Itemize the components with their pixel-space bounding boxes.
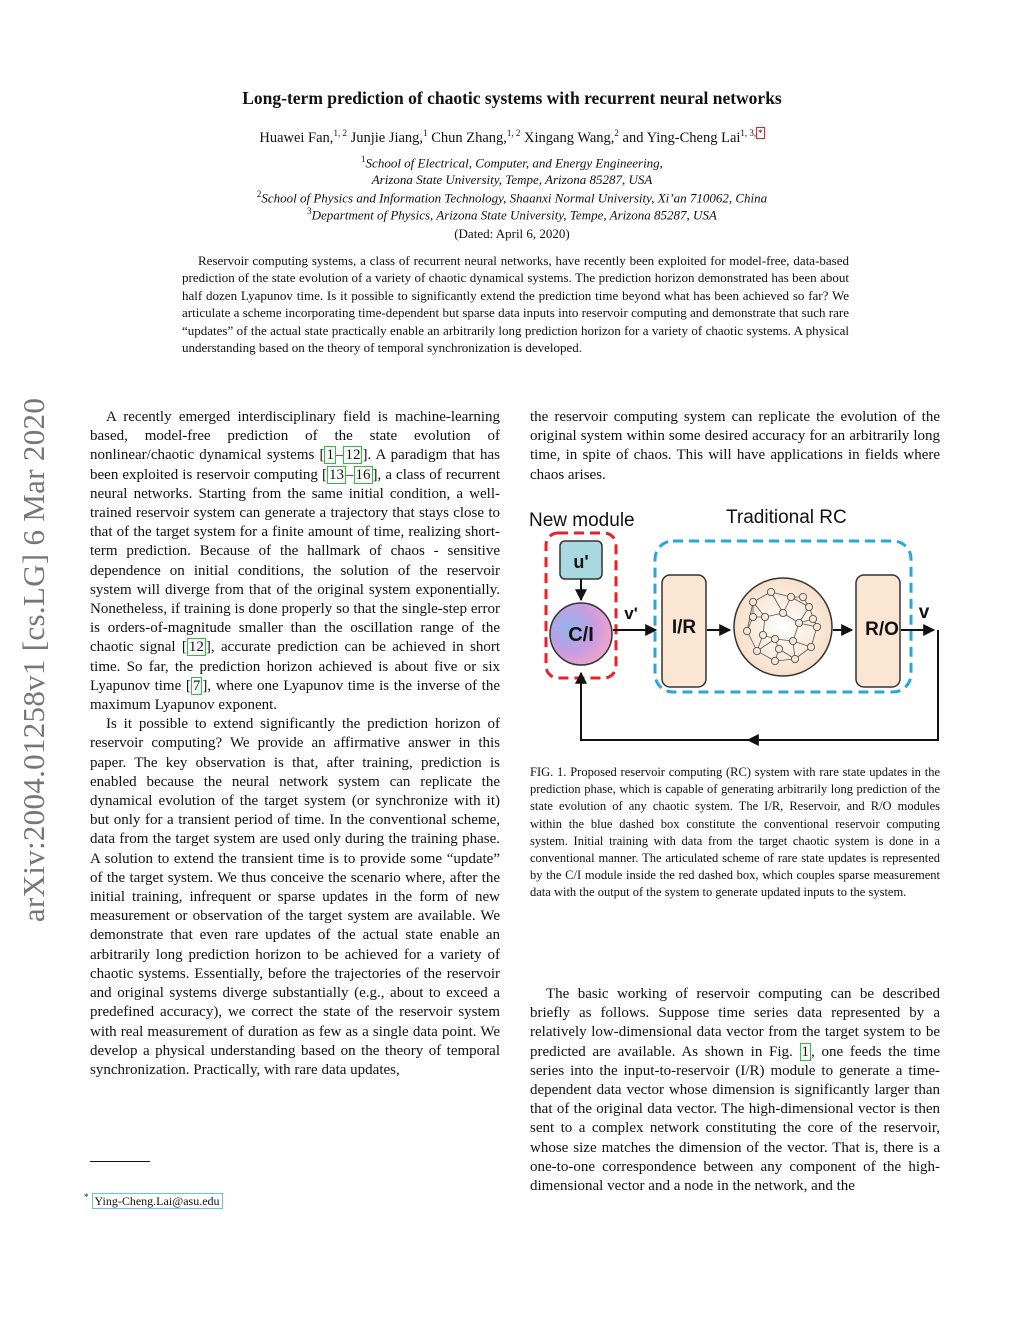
arxiv-id: arXiv:2004.01258v1 [cs.LG] 6 Mar 2020 [16, 397, 51, 923]
v-label: v [918, 602, 930, 623]
reservoir-node [799, 593, 806, 600]
affiliation-3: $^3$Department of Physics, Arizona State University, Tempe, Arizona 85287, USA [307, 206, 717, 223]
citation-link[interactable]: 13 [329, 466, 344, 483]
footnote-rule [90, 1161, 150, 1162]
traditional-rc-label: Traditional RC [726, 507, 847, 528]
author: Junjie Jiang, [350, 129, 424, 146]
body-right-column-top [530, 408, 940, 485]
abstract: Reservoir computing systems, a class of recurrent neural networks, have recently been exploited for model-free, data-based prediction of the state evolution of a variety of chaotic dynamical systems. The prediction horizon demonstrated has been about half dozen Lyapunov time. Is it possible to significantly extend the prediction time beyond what has been achieved so far? We articulate a scheme incorporating time-dependent but sparse data inputs into reservoir computing and demonstrate that such rare “updates” of the actual state practically enable an arbitrarily long prediction horizon for a variety of chaotic systems. A physical understanding based on the theory of temporal synchronization is developed. [182, 253, 849, 356]
ir-label: I/R [671, 617, 697, 638]
reservoir-node [775, 645, 782, 652]
figure-1-caption: FIG. 1. Proposed reservoir computing (RC) system with rare state updates in the prediction phase, which is capable of generating arbitrarily long prediction of the state evolution of any chaotic system. The I/R, Reservoir, and R/O modules within the blue dashed box constitute the conventional reservoir computing system. Initial training with data from the target chaotic system is done in a conventional manner. The articulated scheme of rare state updates is represented by the C/I module inside the red dashed box, which couples sparse measurement data with the output of the system to generate updated inputs to the system. [530, 765, 940, 900]
paragraph: Is it possible to extend significantly the prediction horizon of reservoir computing? We provide an affirmative answer in this paper. The key observation is that, after training, prediction is enabled because the neural network system can replicate the dynamical evolution of the target system (or synchronize with it) but only for a transient period of time. In the conventional scheme, data from the target system are used only during the training phase. A solution to extend the transient time is to provide some “update” of the target system. We thus conceive the scenario where, after the initial training, infrequent or sparse updates in the form of new measurement or observation of the target system are available. We demonstrate that even rare updates of the actual state enable an arbitrarily long prediction horizon to be achieved for a variety of chaotic systems. Essentially, before the trajectories of the reservoir and original systems diverge substantially (e.g., about to exceed a predefined accuracy), we correct the state of the reservoir system with real measurement of duration as few as a single data point. We develop a physical understanding based on the theory of temporal synchronization. Practically, with rare data updates, [90, 716, 500, 1078]
citation-link[interactable]: 1 [326, 447, 334, 464]
reservoir-node [813, 623, 820, 630]
paragraph: A recently emerged interdisciplinary field is machine-learning based, model-free prediction of the state evolution of nonlinear/chaotic dynamical systems [ 1 – 12 ]. A paradigm that has been exploited is reservoir computing [ 13 – 16 ], a class of recurrent neural networks. Starting from the same initial condition, a well-trained reservoir system can generate a trajectory that stays close to that of the target system for a finite amount of time, realizing short-term prediction. Because of the hallmark of chaos - sensitive dependence on initial conditions, the solution of the reservoir system will diverge from that of the original system exponentially. Nonetheless, if training is done properly so that the single-step error is orders-of-magnitude smaller than the oscillation range of the chaotic signal [ 12 ], accurate prediction can be achieved in short time. So far, the prediction horizon achieved is about five or six Lyapunov time [ 7 ], where one Lyapunov time is the inverse of the maximum Lyapunov exponent. [90, 409, 500, 714]
reservoir-node [805, 603, 812, 610]
reservoir-node [779, 609, 786, 616]
reservoir-node [749, 598, 756, 605]
ci-label: C/I [568, 624, 594, 646]
reservoir-node [787, 593, 794, 600]
email-link[interactable]: Ying-Cheng.Lai@asu.edu [92, 1193, 223, 1209]
author: Chun Zhang, [431, 129, 507, 146]
citation-link[interactable]: 16 [355, 466, 371, 483]
date-line: (Dated: April 6, 2020) [454, 226, 570, 241]
reservoir-node [809, 615, 816, 622]
affiliation-1: $^1$School of Electrical, Computer, and Energy Engineering, [361, 154, 663, 171]
new-module-label: New module [529, 510, 635, 531]
author: Huawei Fan, [259, 129, 334, 146]
reservoir-node [771, 635, 778, 642]
paragraph: The basic working of reservoir computing can be described briefly as follows. Suppose time series data represented by a relatively low-dimensional data vector from the target system to be predicted are available. As shown in Fig. 1 , one feeds the time series into the input-to-reservoir (I/R) module to generate a time-dependent data vector whose dimension is significantly larger than that of the original data vector. The high-dimensional vector is then sent to a complex network constituting the core of the reservoir, whose size matches the dimension of the vector. That is, there is a one-to-one correspondence between any component of the high-dimensional vector and a node in the network, and the [530, 986, 941, 1195]
citation-link[interactable]: 12 [345, 447, 361, 464]
reservoir-node [807, 643, 814, 650]
v-prime-label: v' [624, 604, 638, 623]
reservoir-node [743, 627, 750, 634]
figure-1-diagram [528, 500, 944, 750]
affiliation-1-address: Arizona State University, Tempe, Arizona 85287, USA [371, 172, 653, 187]
body-left-column [90, 408, 500, 1080]
affiliation-2: $^2$School of Physics and Information Technology, Shaanxi Normal University, Xi’an 710062, China [256, 189, 768, 206]
reservoir-node [771, 657, 778, 664]
footnote: * Ying-Cheng.Lai@asu.edu [84, 1192, 223, 1209]
reservoir-node [767, 588, 774, 595]
reservoir-node [753, 647, 760, 654]
reservoir-node [761, 613, 768, 620]
corresponding-author-link[interactable]: * [758, 128, 763, 138]
reservoir-node [795, 619, 802, 626]
figure-ref-link[interactable]: 1 [801, 1043, 810, 1060]
author-list: Huawei Fan,$^{1, 2}$ Junjie Jiang,$^1$ Chun Zhang,$^{1, 2}$ Xingang Wang,$^2$ and Ying-Cheng Lai$^{1, 3, *}$ [259, 128, 763, 146]
reservoir-node [791, 655, 798, 662]
reservoir-node [759, 631, 766, 638]
ro-label: R/O [865, 619, 899, 640]
author: and Ying-Cheng Lai [622, 129, 741, 146]
arxiv-stamp [6, 360, 62, 960]
body-right-column-bottom [530, 985, 940, 1196]
reservoir-node [749, 613, 756, 620]
citation-link[interactable]: 12 [188, 639, 204, 656]
citation-link[interactable]: 7 [192, 677, 201, 694]
reservoir-node [789, 637, 796, 644]
author: Xingang Wang, [524, 129, 615, 146]
u-prime-label: u' [573, 552, 589, 572]
paragraph: the reservoir computing system can replicate the evolution of the original system within some desired accuracy for an arbitrarily long time, in spite of chaos. This will have applications in fields where chaos arises. [530, 409, 940, 483]
paper-title: Long-term prediction of chaotic systems with recurrent neural networks [242, 88, 782, 108]
